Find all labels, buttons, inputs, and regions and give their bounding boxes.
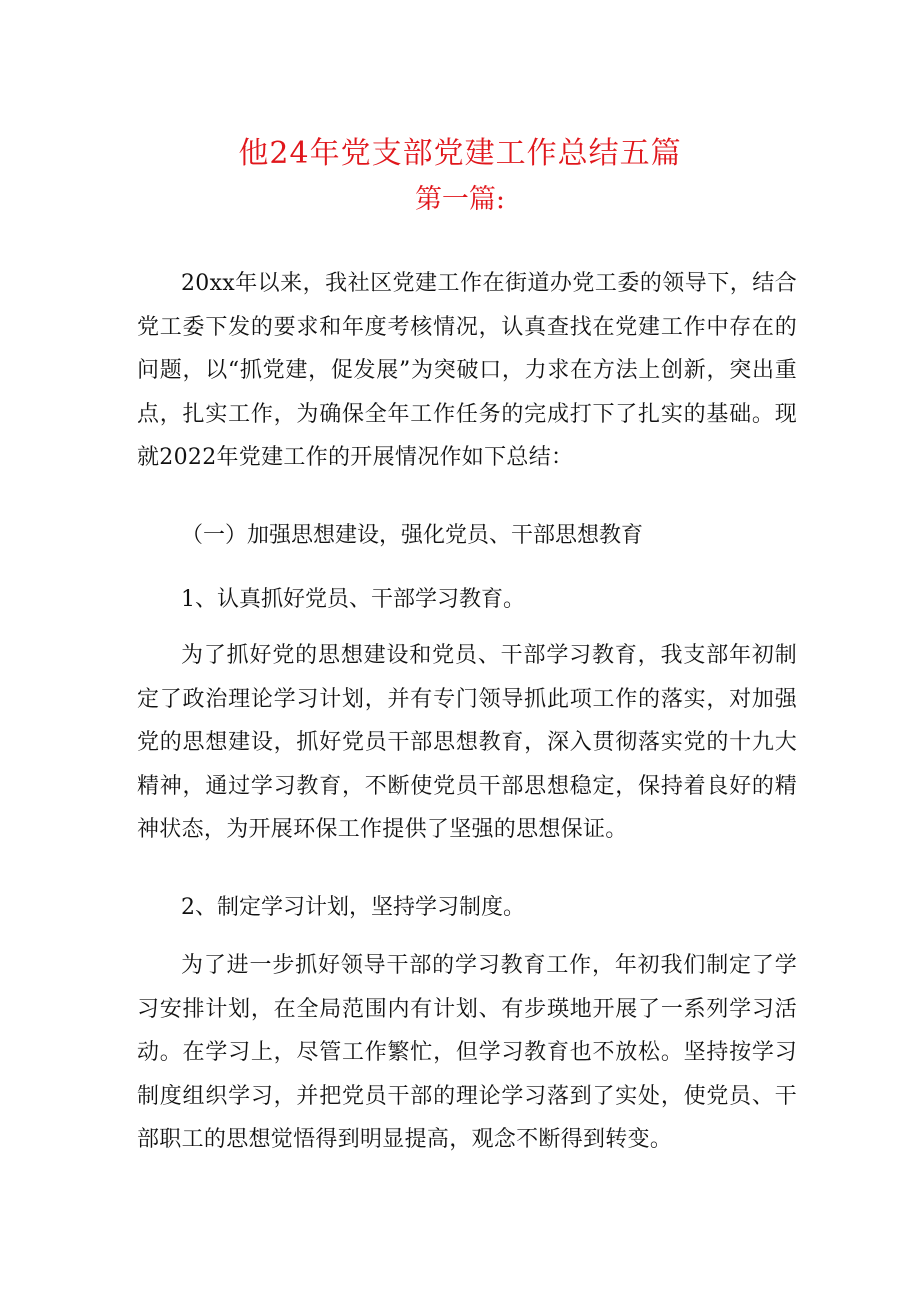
item-body-2: 为了进一步抓好领导干部的学习教育工作，年初我们制定了学习安排计划，在全局范围内有计划、有步瑛地开展了一系列学习活动。在学习上，尽管工作繁忙，但学习教育也不放松。坚持按学习制度组织学习，并把党员干部的理论学习落到了实处，使党员、干部职工的思想觉悟得到明显提高，观念不断得到转变。 [137, 953, 797, 1152]
document-subtitle: 第一篇: [414, 184, 506, 215]
item-heading-1: 1、认真抓好党员、干部学习教育。 [181, 587, 525, 612]
intro-paragraph: 20xx年以来，我社区党建工作在街道办党工委的领导下，结合党工委下发的要求和年度考核情况，认真查找在党建工作中存在的问题，以“抓党建，促发展”为突破口，力求在方法上创新，突出重点，扎实工作，为确保全年工作任务的完成打下了扎实的基础。现就2022年党建工作的开展情况作如下总结： [137, 271, 797, 470]
item-heading-2: 2、制定学习计划，坚持学习制度。 [181, 895, 525, 920]
section-heading: （一）加强思想建设，强化党员、干部思想教育 [181, 523, 644, 548]
document-title: 他24年党支部党建工作总结五篇 [238, 136, 682, 171]
item-body-1: 为了抓好党的思想建设和党员、干部学习教育，我支部年初制定了政治理论学习计划，并有专门领导抓此项工作的落实，对加强党的思想建设，抓好党员干部思想教育，深入贯彻落实党的十九大精神，通过学习教育，不断使党员干部思想稳定，保持着良好的精神状态，为开展环保工作提供了坚强的思想保证。 [137, 643, 797, 842]
